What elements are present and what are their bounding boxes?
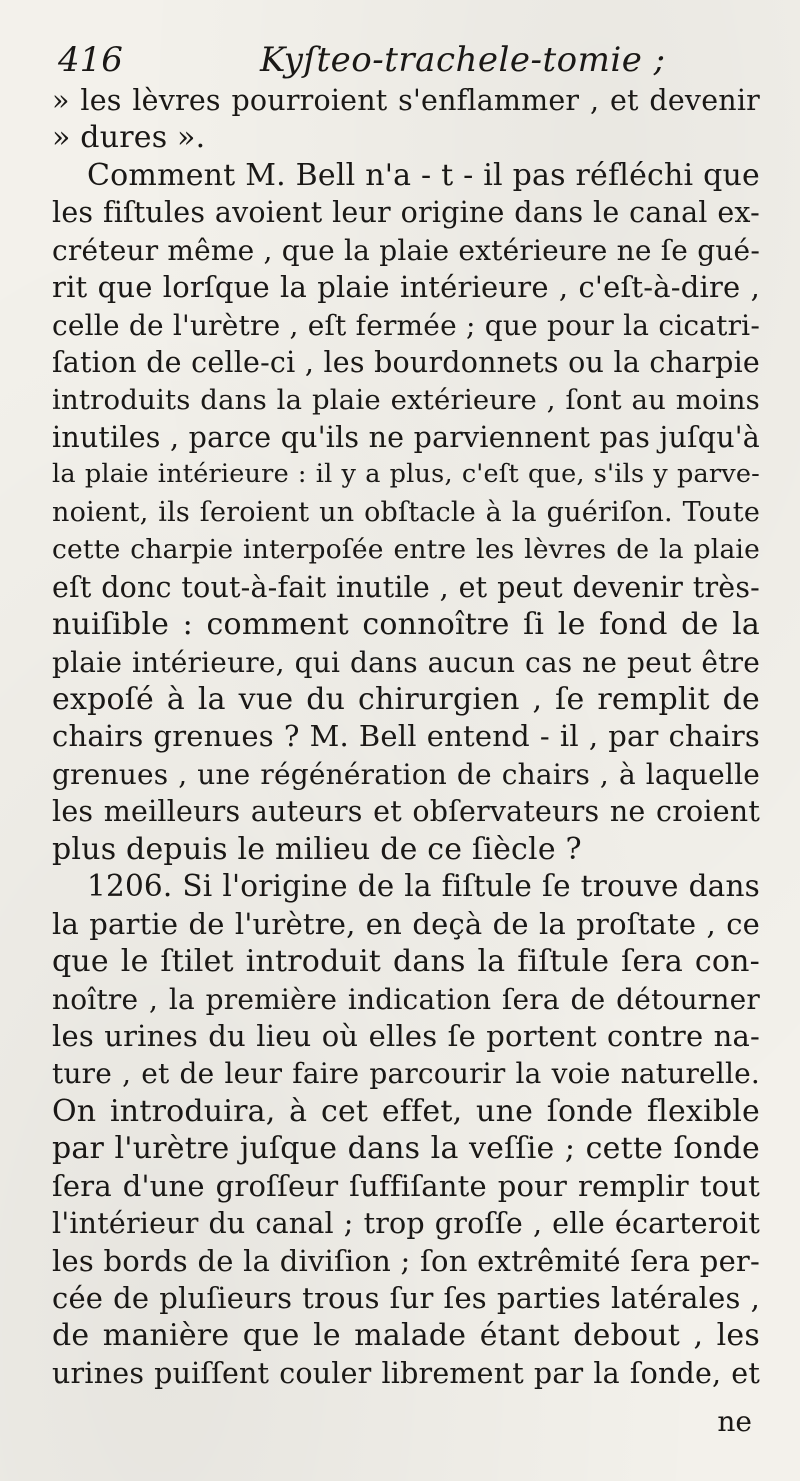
text-line: celle de l'urètre , eſt fermée ; que pour la cicatri-: [52, 308, 760, 342]
text-line: inutiles , parce qu'ils ne parviennent pas juſqu'à: [52, 420, 760, 454]
text-line: urines puiſſent couler librement par la ſonde, et: [52, 1356, 760, 1390]
text-line: les urines du lieu où elles ſe portent contre na-: [52, 1018, 760, 1053]
text-line: grenues , une régénération de chairs , à laquelle: [52, 757, 760, 791]
text-line: chairs grenues ? M. Bell entend - il , par chairs: [52, 719, 760, 754]
text-line: que le ſtilet introduit dans la fiſtule ſera con-: [52, 944, 760, 980]
text-line: noient, ils ſeroient un obſtacle à la guériſon. Toute: [52, 496, 760, 528]
text-line: rit que lorſque la plaie intérieure , c'eſt-à-dire ,: [52, 270, 760, 305]
text-line: eſt donc tout-à-fait inutile , et peut devenir très-: [52, 570, 760, 604]
text-line: par l'urètre juſque dans la veſſie ; cette ſonde: [52, 1131, 760, 1167]
text-line: expoſé à la vue du chirurgien , ſe remplit de: [52, 682, 760, 717]
text-line: les bords de la diviſion ; ſon extrêmité ſera per-: [52, 1243, 760, 1278]
text-line: cette charpie interpoſée entre les lèvres de la plaie: [52, 534, 760, 566]
text-line: l'intérieur du canal ; trop groſſe , elle écarteroit: [52, 1207, 760, 1241]
catchword: ne: [717, 1405, 752, 1438]
text-line: les fiſtules avoient leur origine dans le canal ex-: [52, 196, 760, 230]
text-line: plaie intérieure, qui dans aucun cas ne peut être: [52, 645, 760, 679]
text-line: ſera d'une groſſeur ſuffiſante pour remplir tout: [52, 1168, 760, 1203]
text-line: plus depuis le milieu de ce ſiècle ?: [52, 831, 582, 867]
text-line: les meilleurs auteurs et obſervateurs ne croient: [52, 795, 760, 829]
text-line: noître , la première indication ſera de détourner: [52, 982, 760, 1016]
page-header: [58, 38, 758, 82]
text-line: ture , et de leur faire parcourir la voie naturelle.: [52, 1057, 760, 1091]
text-line: nuiſible : comment connoître ſi le fond de la: [52, 607, 760, 643]
text-line: » les lèvres pourroient s'enflammer , et devenir: [52, 84, 760, 117]
text-line: de manière que le malade étant debout , les: [52, 1318, 760, 1354]
text-line: cée de pluſieurs trous ſur ſes parties latérales ,: [52, 1281, 760, 1315]
text-line: 1206. Si l'origine de la fiſtule ſe trouve dans: [87, 869, 760, 904]
running-head: Kyſteo-trachele-tomie ;: [260, 40, 666, 80]
text-line: ſation de celle-ci , les bourdonnets ou la charpie: [52, 346, 760, 380]
text-line: créteur même , que la plaie extérieure ne ſe gué-: [52, 233, 760, 267]
text-line: la partie de l'urètre, en deçà de la proſtate , ce: [52, 906, 760, 941]
page-number: 416: [58, 40, 123, 80]
text-line: » dures ».: [52, 120, 206, 156]
text-line: introduits dans la plaie extérieure , ſont au moins: [52, 383, 760, 416]
text-line: Comment M. Bell n'a - t - il pas réfléchi que: [87, 157, 760, 193]
text-line: On introduira, à cet effet, une ſonde flexible: [52, 1093, 760, 1129]
text-line: la plaie intérieure : il y a plus, c'eſt que, s'ils y parve-: [52, 459, 760, 490]
body-text: [52, 82, 760, 1392]
